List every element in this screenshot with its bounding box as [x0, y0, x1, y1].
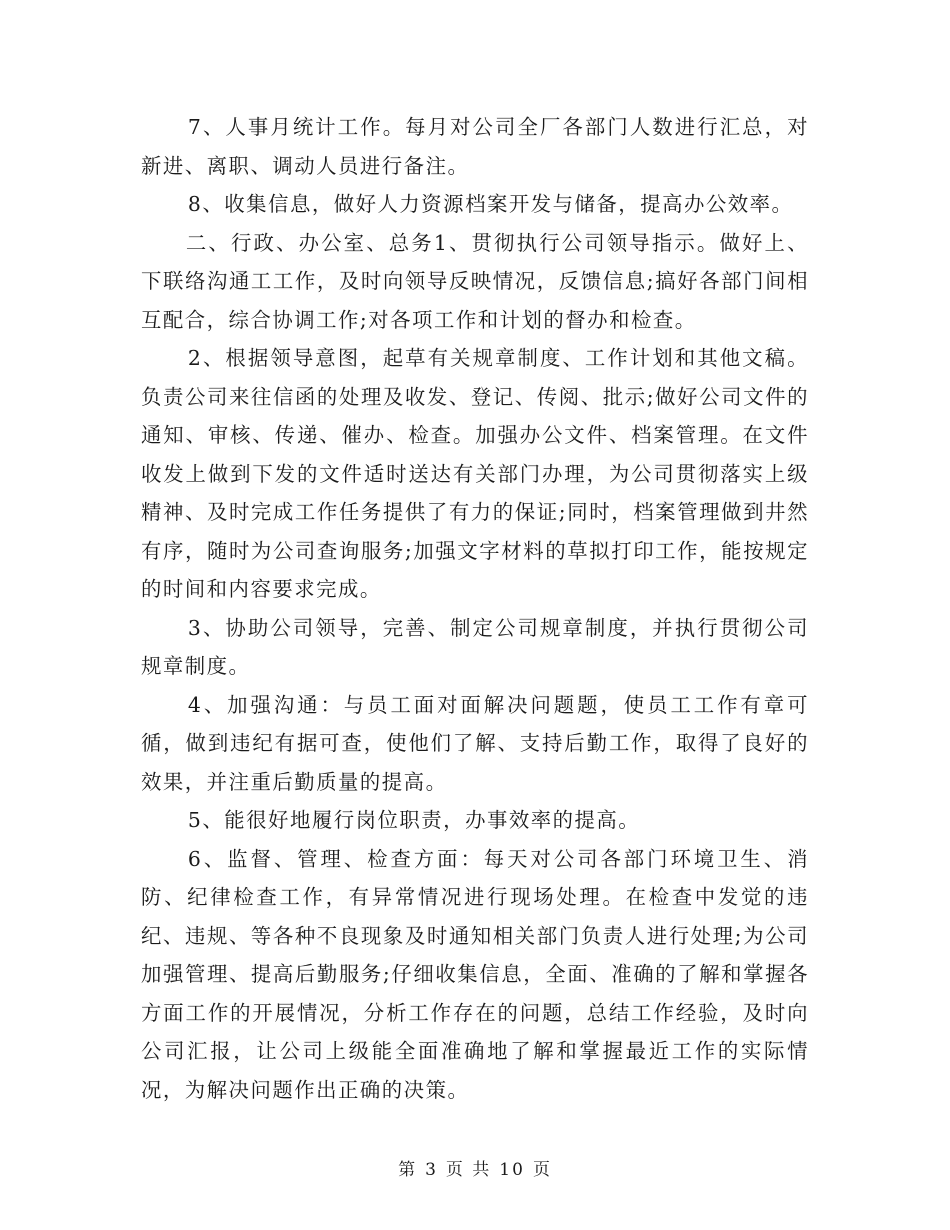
document-body [141, 108, 809, 1109]
footer-middle: 页 共 [445, 1160, 492, 1180]
footer-current-page: 3 [425, 1160, 438, 1180]
paragraph-item-8: 8、收集信息，做好人力资源档案开发与储备，提高办公效率。 [187, 192, 794, 216]
paragraph-item-7: 7、人事月统计工作。每月对公司全厂各部门人数进行汇总，对新进、离职、调动人员进行备注。 [141, 115, 809, 178]
footer-prefix: 第 [398, 1160, 418, 1180]
paragraph-section-2-item-6: 6、监督、管理、检查方面：每天对公司各部门环境卫生、消防、纪律检查工作，有异常情况进行现场处理。在检查中发觉的违纪、违规、等各种不良现象及时通知相关部门负责人进行处理;为公司加强管理、提高后勤服务;仔细收集信息，全面、准确的了解和掌握各方面工作的开展情况，分析工作存在的问题，总结工作经验，及时向公司汇报，让公司上级能全面准确地了解和掌握最近工作的实际情况，为解决问题作出正确的决策。 [141, 846, 809, 1102]
paragraph-section-2-item-4: 4、加强沟通：与员工面对面解决问题题，使员工工作有章可循，做到违纪有据可查，使他们了解、支持后勤工作，取得了良好的效果，并注重后勤质量的提高。 [141, 692, 809, 794]
paragraph-section-2-item-1: 二、行政、办公室、总务1、贯彻执行公司领导指示。做好上、下联络沟通工工作，及时向领导反映情况，反馈信息;搞好各部门间相互配合，综合协调工作;对各项工作和计划的督办和检查。 [141, 230, 809, 332]
paragraph-section-2-item-5: 5、能很好地履行岗位职责，办事效率的提高。 [187, 808, 641, 832]
page-footer [0, 1155, 950, 1180]
paragraph-section-2-item-2: 2、根据领导意图，起草有关规章制度、工作计划和其他文稿。负责公司来往信函的处理及收发、登记、传阅、批示;做好公司文件的通知、审核、传递、催办、检查。加强办公文件、档案管理。在文件收发上做到下发的文件适时送达有关部门办理，为公司贯彻落实上级精神、及时完成工作任务提供了有力的保证;同时，档案管理做到井然有序，随时为公司查询服务;加强文字材料的草拟打印工作，能按规定的时间和内容要求完成。 [141, 346, 809, 601]
footer-suffix: 页 [532, 1160, 552, 1180]
footer-total-pages: 10 [499, 1160, 525, 1180]
paragraph-section-2-item-3: 3、协助公司领导，完善、制定公司规章制度，并执行贯彻公司规章制度。 [141, 615, 809, 678]
